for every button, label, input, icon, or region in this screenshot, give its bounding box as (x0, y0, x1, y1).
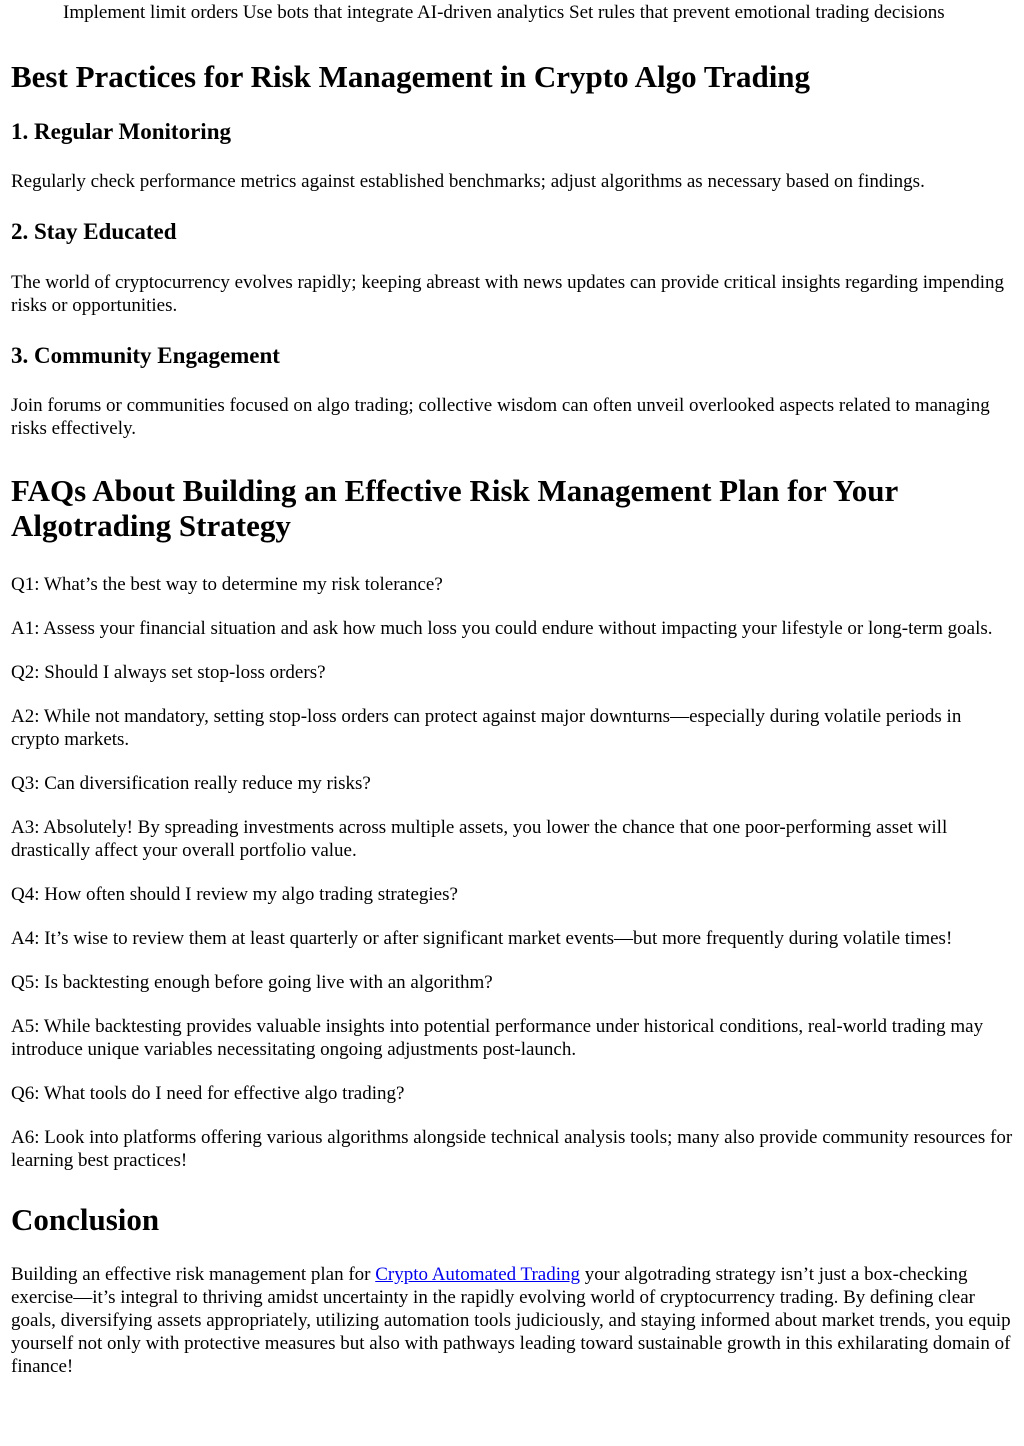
faq-question-4: Q4: How often should I review my algo trading strategies? (11, 884, 458, 905)
best-practices-heading: Best Practices for Risk Management in Crypto Algo Trading (11, 59, 811, 94)
faq-question-6: Q6: What tools do I need for effective algo trading? (11, 1083, 405, 1104)
conclusion-text-after-link: your algotrading strategy isn’t just a box-checking exercise—it’s integral to thriving amidst uncertainty in the rapidly evolving world of cryptocurrency trading. By defining clear goals, diversifying assets appropriately, utilizing automation tools judiciously, and staying informed about market trends, you equip yourself not only with protective measures but also with pathways leading toward sustainable growth in this exhilarating domain of finance! (11, 1264, 1011, 1377)
practice-title-community-engagement: 3. Community Engagement (11, 343, 280, 368)
conclusion-text-before-link: Building an effective risk management plan for (11, 1264, 376, 1285)
crypto-automated-trading-link[interactable]: Crypto Automated Trading (375, 1264, 581, 1285)
faq-answer-3: A3: Absolutely! By spreading investments across multiple assets, you lower the chance that one poor-performing asset will drastically affect your overall portfolio value. (11, 817, 948, 861)
practice-body-stay-educated: The world of cryptocurrency evolves rapidly; keeping abreast with news updates can provide critical insights regarding impending risks or opportunities. (11, 272, 1004, 316)
faq-heading: FAQs About Building an Effective Risk Management Plan for Your Algotrading Strategy (11, 473, 898, 543)
conclusion-paragraph (11, 1263, 1013, 1378)
faq-question-3: Q3: Can diversification really reduce my risks? (11, 773, 371, 794)
faq-question-1: Q1: What’s the best way to determine my risk tolerance? (11, 574, 443, 595)
faq-answer-2: A2: While not mandatory, setting stop-loss orders can protect against major downturns—especially during volatile periods in crypto markets. (11, 706, 962, 750)
faq-question-5: Q5: Is backtesting enough before going live with an algorithm? (11, 972, 493, 993)
faq-answer-6: A6: Look into platforms offering various algorithms alongside technical analysis tools; many also provide community resources for learning best practices! (11, 1127, 1013, 1171)
faq-answer-1: A1: Assess your financial situation and ask how much loss you could endure without impacting your lifestyle or long-term goals. (11, 618, 993, 639)
practice-body-regular-monitoring: Regularly check performance metrics against established benchmarks; adjust algorithms as necessary based on findings. (11, 171, 925, 192)
practice-title-regular-monitoring: 1. Regular Monitoring (11, 119, 231, 144)
practice-body-community-engagement: Join forums or communities focused on algo trading; collective wisdom can often unveil overlooked aspects related to managing risks effectively. (11, 395, 990, 439)
conclusion-heading: Conclusion (11, 1202, 160, 1237)
practice-title-stay-educated: 2. Stay Educated (11, 219, 177, 244)
faq-question-2: Q2: Should I always set stop-loss orders? (11, 662, 326, 683)
faq-answer-5: A5: While backtesting provides valuable insights into potential performance under historical conditions, real-world trading may introduce unique variables necessitating ongoing adjustments post-launch. (11, 1016, 984, 1060)
faq-answer-4: A4: It’s wise to review them at least quarterly or after significant market events—but more frequently during volatile times! (11, 928, 953, 949)
intro-list-text: Implement limit orders Use bots that integrate AI-driven analytics Set rules that prevent emotional trading decisions (63, 2, 945, 23)
